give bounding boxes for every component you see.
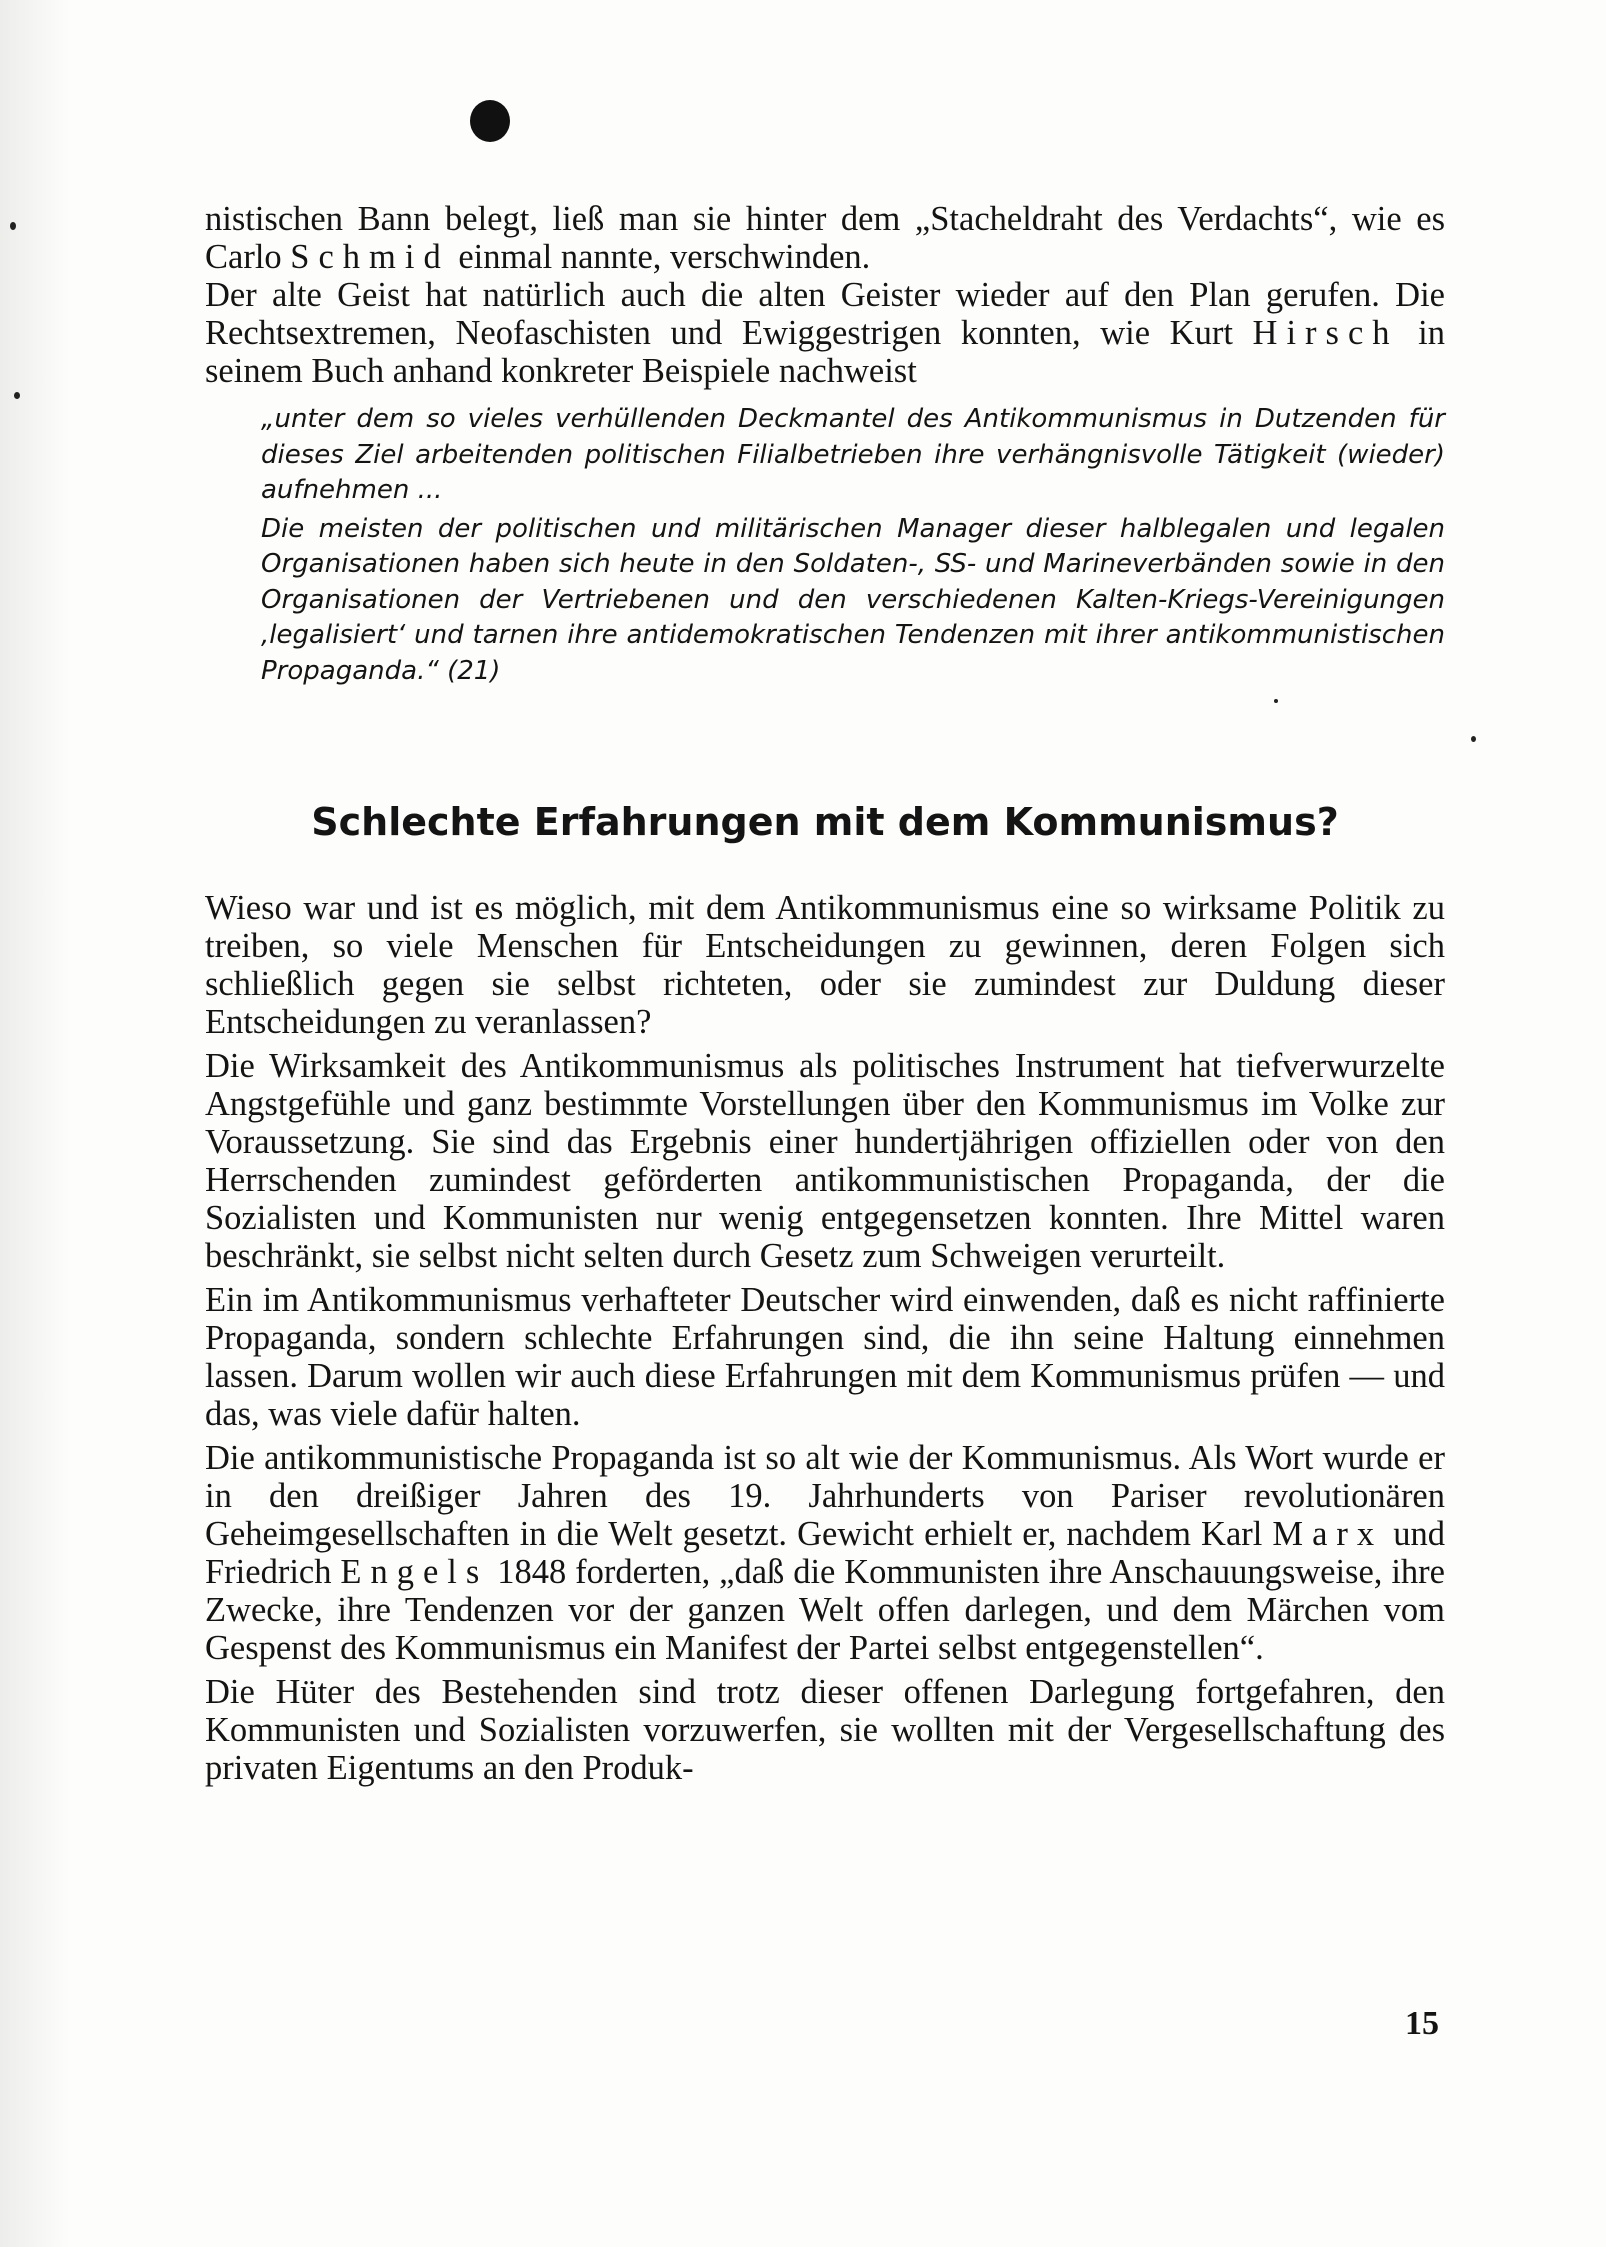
author-name-schmid: Schmid <box>290 238 450 276</box>
quote-paragraph-1: „unter dem so vieles verhüllenden Deckmantel des Antikommunismus in Dutzenden für dieses Ziel arbeitenden politischen Filialbetrieben ihre verhängnisvolle Tätigkeit (wieder) aufnehmen ... <box>261 404 1445 505</box>
scan-speck <box>14 392 20 399</box>
section-paragraph-5: Die Hüter des Bestehenden sind trotz dieser offenen Darlegung fortgefahren, den Kommunisten und Sozialisten vorzuwerfen, sie wollten mit der Vergesellschaftung des privaten Eigentums an den Produk- <box>205 1673 1445 1787</box>
section-paragraph-3: Ein im Antikommunismus verhafteter Deutscher wird einwenden, daß es nicht raffinierte Propaganda, sondern schlechte Erfahrungen sind, die ihn seine Haltung einnehmen lassen. Darum wollen wir auch diese Erfahrungen mit dem Kommunismus prüfen — und das, was viele dafür halten. <box>205 1281 1445 1433</box>
section-paragraph-2: Die Wirksamkeit des Antikommunismus als politisches Instrument hat tiefverwurzelte Angstgefühle und ganz bestimmte Vorstellungen über den Kommunismus im Volke zur Voraussetzung. Sie sind das Ergebnis einer hundertjährigen offiziellen oder von den Herrschenden zumindest geförderten antikommunistischen Propaganda, der die Sozialisten und Kommunisten nur wenig entgegensetzen konnten. Ihre Mittel waren beschränkt, sie selbst nicht selten durch Gesetz zum Schweigen verurteilt. <box>205 1047 1445 1275</box>
intro-paragraph-2: Der alte Geist hat natürlich auch die alten Geister wieder auf den Plan gerufen. Die Rechtsextremen, Neofaschisten und Ewiggestrigen konnten, wie Kurt Hirsch in seinem Buch anhand konkreter Beispiele nachweist <box>205 276 1445 390</box>
section-heading: Schlechte Erfahrungen mit dem Kommunismus? <box>311 800 1339 844</box>
section-paragraph-4: Die antikommunistische Propaganda ist so alt wie der Kommunismus. Als Wort wurde er in den dreißiger Jahren des 19. Jahrhunderts von Pariser revolutionären Geheimgesellschaften in die Welt gesetzt. Gewicht erhielt er, nachdem Karl Marx und Friedrich Engels 1848 forderten, „daß die Kommunisten ihre Anschauungsweise, ihre Zwecke, ihre Tendenzen vor der ganzen Welt offen darlegen, und dem Märchen vom Gespenst des Kommunismus ein Manifest der Partei selbst entgegenstellen“. <box>205 1439 1445 1667</box>
section-paragraph-1: Wieso war und ist es möglich, mit dem Antikommunismus eine so wirksame Politik zu treiben, so viele Menschen für Entscheidungen zu gewinnen, deren Folgen sich schließlich gegen sie selbst richteten, oder sie zumindest zur Duldung dieser Entscheidungen zu veranlassen? <box>205 889 1445 1041</box>
author-name-marx: Marx <box>1272 1515 1384 1553</box>
block-quote <box>261 402 1445 689</box>
section-body <box>205 889 1445 1787</box>
author-name-engels: Engels <box>340 1553 489 1591</box>
scan-speck <box>1471 736 1476 742</box>
author-name-hirsch: Hirsch <box>1252 314 1399 352</box>
page-number: 15 <box>1405 2005 1439 2042</box>
quote-paragraph-2: Die meisten der politischen und militärischen Manager dieser halblegalen und legalen Organisationen haben sich heute in den Soldaten-, SS- und Marineverbänden sowie in den Organisationen der Vertriebenen und den verschiedenen Kalten-Kriegs-Vereinigungen ‚legalisiert‘ und tarnen ihre antidemokratischen Tendenzen mit ihrer antikommunistischen Propaganda.“ (21) <box>261 513 1445 686</box>
scan-edge-shadow <box>0 0 70 2247</box>
intro-paragraph-1: nistischen Bann belegt, ließ man sie hinter dem „Stacheldraht des Verdachts“, wie es Carlo Schmid einmal nannte, verschwinden. <box>205 200 1445 276</box>
punch-hole <box>470 100 510 142</box>
page-content <box>205 200 1445 1787</box>
scan-speck <box>10 222 16 230</box>
